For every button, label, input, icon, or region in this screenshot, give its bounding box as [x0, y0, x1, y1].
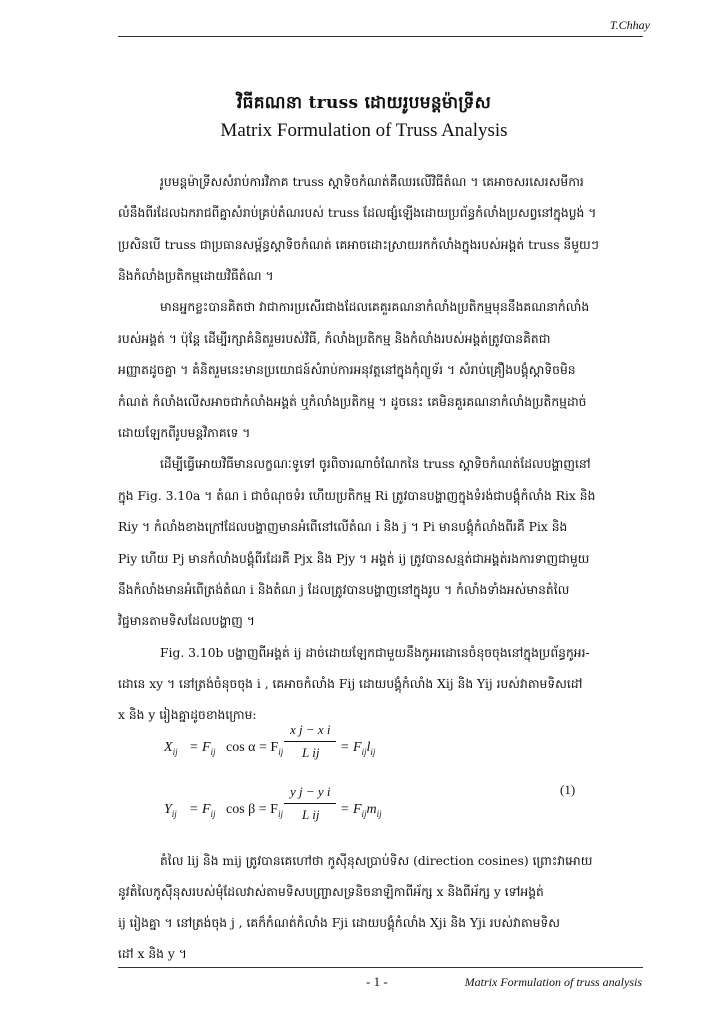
body-line: អញ្ញាតដូចគ្នា ។ គំនិតរួមនេះមានប្រយោជន៍សំរាប់ការអនុវត្តនៅក្នុងកុំព្យូទ័រ ។ សំរាប់គ្រឿងបង្គុំស្តាទិចមិន — [118, 363, 576, 377]
equation-number: (1) — [560, 782, 576, 797]
header-author: T.Chhay — [609, 18, 650, 32]
body-line: ដោនេ xy ។ នៅត្រង់ចំនុចចុង i , គេអាចកំលាំង Fij ដោយបង្គុំកំលាំង Xij និង Yij របស់វាតាមទិសដៅ — [118, 677, 583, 691]
eq-x-fraction-bar — [284, 741, 336, 742]
body-line: តំលៃ lij និង mij ត្រូវបានគេហៅថា កូស៊ីនុសប្រាប់ទិស (direction cosines) ព្រោះវាអោយ — [160, 854, 593, 868]
eq-y-numerator: y j − y i — [290, 784, 331, 799]
body-line: នឹងកំលាំងមានអំពើត្រង់តំណ i និងតំណ j ដែលត្រូវបានបង្ហាញនៅក្នុងរូប ។ កំលាំងទាំងអស់មានតំលៃ — [118, 583, 570, 597]
body-line: x និង y រៀងគ្នាដូចខាងក្រោម: — [118, 708, 257, 722]
body-line: ij រៀងគ្នា ។ នៅត្រង់ចុង j , គេក៏កំណត់កំលាំង Fji ដោយបង្គុំកំលាំង Xji និង Yji របស់វាតាមទិស — [118, 916, 560, 930]
eq-x-term1: = $F_{ij}$ — [189, 740, 216, 757]
eq-y-denominator: L ij — [302, 807, 320, 822]
eq-y-term1: = $F_{ij}$ — [189, 802, 216, 819]
eq-x-cos: $\cos \alpha = F_{ij}$ — [226, 740, 284, 757]
body-line: កំណត់ កំលាំងលើសអាចជាកំលាំងអង្គត់ ឬកំលាំងប្រតិកម្ម ។ ដូចនេះ គេមិនគួរគណនាកំលាំងប្រតិកម្មដាច់ — [118, 395, 587, 409]
title-khmer: វិធីគណនា truss ដោយរូបមន្តម៉ាទ្រីស — [236, 93, 492, 113]
body-line: និងកំលាំងប្រតិកម្មដោយវិធីតំណ ។ — [118, 269, 274, 283]
footer-rule — [118, 967, 643, 968]
header-rule — [118, 36, 643, 37]
eq-y-rhs: = $F_{ij}m_{ij}$ — [340, 802, 382, 819]
eq-y-lhs: $Y_{ij}$ — [164, 802, 177, 819]
body-line: ក្នុង Fig. 3.10a ។ តំណ i ជាចំណុចទំរ ហើយប្រតិកម្ម Ri ត្រូវបានបង្ហាញក្នុងទំរង់ជាបង្គុំកំលាំង Rix និង — [118, 489, 596, 503]
body-line: ដោយឡែកពីរូបមន្តវិភាគទេ ។ — [118, 426, 251, 440]
body-line: Piy ហើយ Pj មានកំលាំងបង្គុំពីរដែរគឺ Pjx និង Pjy ។ អង្គត់ ij ត្រូវបានសន្មត់ជាអង្គត់រងការទាញជាមួយ — [118, 552, 590, 566]
eq-x-numerator: x j − x i — [290, 722, 331, 737]
eq-x-lhs: $X_{ij}$ — [164, 740, 178, 757]
eq-x-denominator: L ij — [302, 745, 320, 760]
eq-y-cos: $\cos \beta = F_{ij}$ — [226, 802, 283, 819]
body-line: Fig. 3.10b បង្ហាញពីអង្គត់ ij ដាច់ដោយឡែកជាមួយនឹងកូអរដោនេចំនុចចុងនៅក្នុងប្រព័ន្ធកូអរ- — [160, 646, 590, 660]
footer-title: Matrix Formulation of truss analysis — [464, 975, 642, 989]
body-line: របស់អង្គត់ ។ ប៉ុន្តែ ដើម្បីរក្សាគំនិតរួមរបស់វិធី, កំលាំងប្រតិកម្ម និងកំលាំងរបស់អង្គត់ត្រូវបានគិតជា — [118, 332, 551, 346]
page-number: - 1 - — [366, 974, 388, 989]
eq-y-fraction-bar — [284, 803, 336, 804]
body-line: មានអ្នកខ្លះបានគិតថា វាជាការប្រសើរជាងដែលគេគួរគណនាកំលាំងប្រតិកម្មមុននឹងគណនាកំលាំង — [160, 300, 590, 314]
body-line: រូបមន្តម៉ាទ្រីសសំរាប់ការវិភាគ truss ស្តាទិចកំណត់គឺឈរលើវិធីតំណ ។ គេអាចសរសេរសមីការ — [160, 175, 584, 189]
eq-x-rhs: = $F_{ij}l_{ij}$ — [340, 740, 376, 757]
body-line: ប្រសិនបើ truss ជាប្រធានសម្ព័ន្ធស្តាទិចកំណត់ គេអាចដោះស្រាយរកកំលាំងក្នុងរបស់អង្គត់ truss នីមួយៗ — [118, 238, 599, 252]
body-line: Riy ។ កំលាំងខាងក្រៅដែលបង្ហាញមានអំពើនៅលើតំណ i និង j ។ Pi មានបង្គុំកំលាំងពីរគឺ Pix និង — [118, 520, 568, 534]
body-line: នូវតំលៃកូស៊ីនុសរបស់មុំដែលវាស់តាមទិសបញ្ច្រាសទ្រនិចនាឡិកាពីអ័ក្ស x និងពីអ័ក្ស y ទៅអង្គត់ — [118, 885, 544, 899]
body-line: ដៅ x និង y ។ — [118, 947, 187, 961]
body-line: វិជ្ជមានតាមទិសដែលបង្ហាញ ។ — [118, 614, 255, 628]
title-english: Matrix Formulation of Truss Analysis — [220, 120, 508, 141]
body-line: លំនឹងពីរដែលឯករាជពីគ្នាសំរាប់គ្រប់តំណរបស់ truss ដែលផ្សំឡើងដោយប្រព័ន្ធកំលាំងប្រសព្វនៅក្នុងប្លង់ ។ — [118, 206, 597, 220]
body-line: ដើម្បីធ្វើអោយវិធីមានលក្ខណៈទូទៅ ចូរពិចារណាចំណែកនៃ truss ស្តាទិចកំណត់ដែលបង្ហាញនៅ — [160, 457, 591, 471]
